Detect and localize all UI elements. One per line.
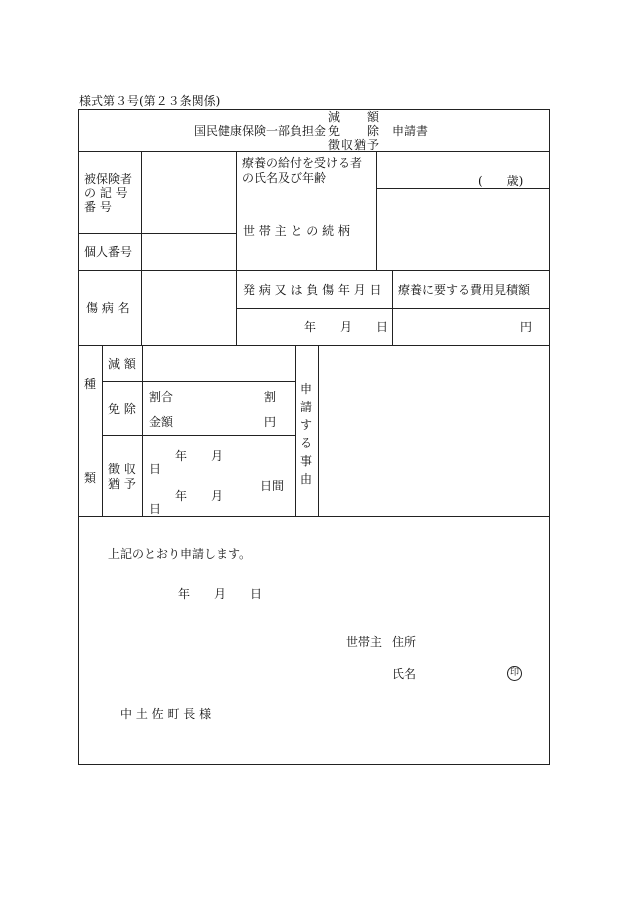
onset-label: 発 病 又 は 負 傷 年 月 日 <box>243 283 382 297</box>
line-patient-value-col <box>376 151 377 270</box>
title-suffix: 申請書 <box>392 124 429 138</box>
kind-menjo: 免 除 <box>108 402 136 416</box>
relationship-label: 世 帯 主 と の 続 柄 <box>243 224 350 238</box>
choshu-from-ym: 年 月 <box>175 449 224 463</box>
reason-label: 申請する事由 <box>299 382 312 486</box>
cost-unit: 円 <box>520 320 533 334</box>
menjo-amount-label: 金額 <box>149 415 174 429</box>
line-section1-bottom <box>78 270 550 271</box>
application-form <box>78 109 550 765</box>
name-label: 氏名 <box>392 667 417 681</box>
title-option-gengaku: 減 額 <box>328 110 381 124</box>
menjo-amount-unit: 円 <box>264 415 277 429</box>
addressee: 中 土 佐 町 長 様 <box>120 707 212 721</box>
kind-choshu-2: 猶 予 <box>108 477 136 491</box>
insured-label-1: 被保険者 <box>84 172 133 186</box>
age-field: ( 歳) <box>478 174 524 188</box>
declaration-text: 上記のとおり申請します。 <box>108 547 252 561</box>
line-gengaku-bottom <box>102 381 295 382</box>
insured-label-3: 番 号 <box>84 200 112 214</box>
line-reason-col <box>295 345 296 516</box>
line-patient-col <box>236 151 237 345</box>
choshu-days: 日間 <box>260 479 285 493</box>
patient-label-1: 療養の給付を受ける者 <box>242 156 363 170</box>
seal-mark-icon: 印 <box>507 666 522 681</box>
title-prefix: 国民健康保険一部負担金 <box>194 124 327 138</box>
menjo-ratio-unit: 割 <box>264 390 277 404</box>
choshu-from-d: 日 <box>149 462 162 476</box>
line-illness-mid <box>236 308 550 309</box>
illness-label: 傷 病 名 <box>86 301 130 315</box>
head-of-household-label: 世帯主 <box>346 635 383 649</box>
individual-number-label: 個人番号 <box>84 245 133 259</box>
line-kind-bottom <box>78 516 550 517</box>
line-reason-text-col <box>318 345 319 516</box>
kind-label-top: 種 <box>84 377 97 391</box>
line-title-bottom <box>78 151 550 152</box>
onset-date-field: 年 月 日 <box>304 320 389 334</box>
title-option-choshu: 徴収猶予 <box>328 138 381 152</box>
title-option-menjo: 免 除 <box>328 124 381 138</box>
cost-label: 療養に要する費用見積額 <box>398 283 531 297</box>
line-label-col <box>141 151 142 345</box>
line-kind-label-col <box>102 345 103 516</box>
kind-gengaku: 減 額 <box>108 357 136 371</box>
choshu-to-d: 日 <box>149 502 162 516</box>
kind-label-bottom: 類 <box>84 471 97 485</box>
kind-choshu-1: 徴 収 <box>108 462 136 476</box>
line-age-bottom <box>376 188 550 189</box>
choshu-to-ym: 年 月 <box>175 489 224 503</box>
line-illness-bottom <box>78 345 550 346</box>
address-label: 住所 <box>392 635 417 649</box>
line-menjo-bottom <box>102 435 295 436</box>
line-kind-name-col <box>142 345 143 516</box>
patient-label-2: の氏名及び年齢 <box>242 171 327 185</box>
menjo-ratio-label: 割合 <box>149 390 174 404</box>
line-insured-bottom <box>78 233 236 234</box>
insured-label-2: の 記 号 <box>84 186 128 200</box>
application-date-field: 年 月 日 <box>178 587 263 601</box>
line-cost-col <box>392 270 393 345</box>
form-label: 様式第３号(第２３条関係) <box>79 94 221 108</box>
